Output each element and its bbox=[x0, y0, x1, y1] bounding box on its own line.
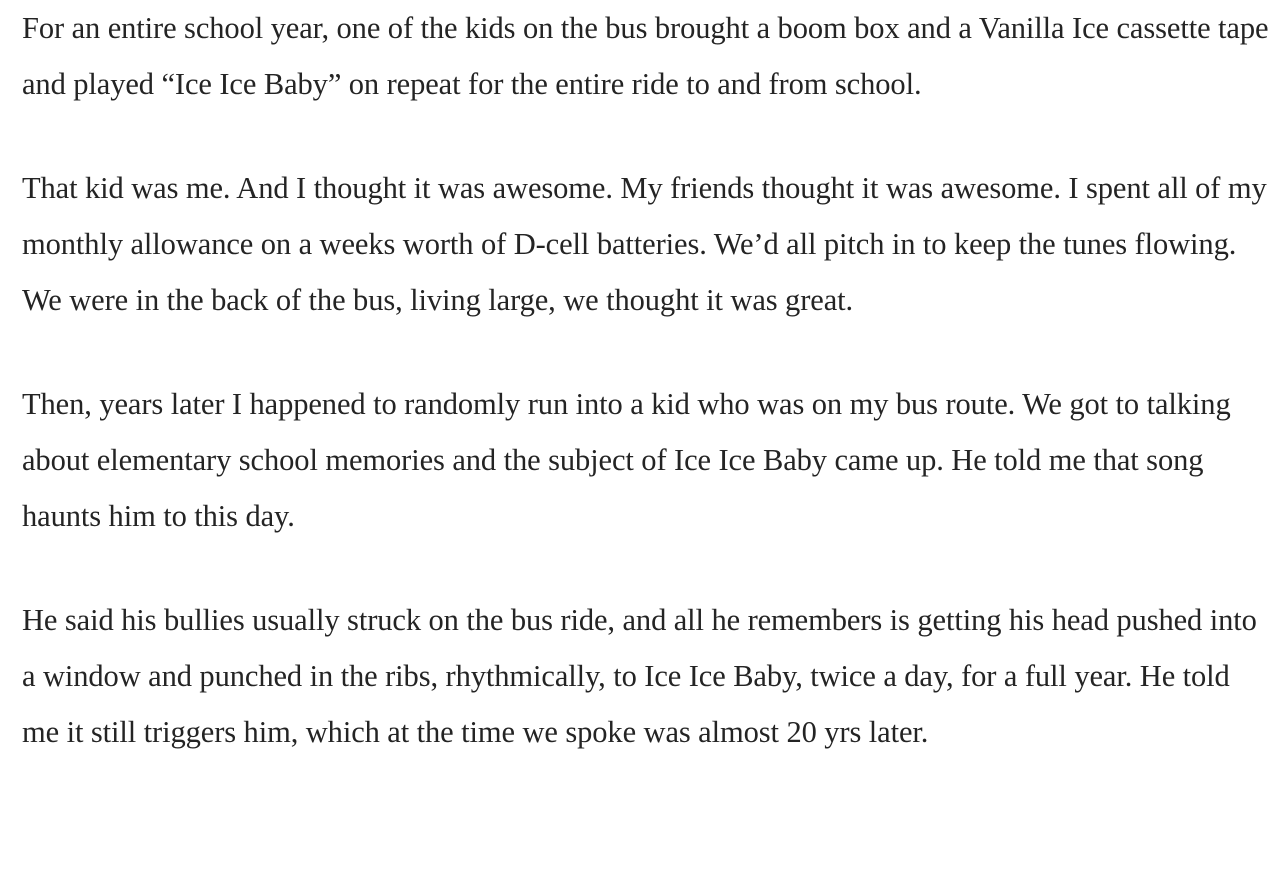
article-paragraph-3: Then, years later I happened to randomly run into a kid who was on my bus route. We got to talking about elementary school memories and the subject of Ice Ice Baby came up. He told me that song haunts him to this day. bbox=[22, 387, 1231, 533]
article-paragraph-4: He said his bullies usually struck on the bus ride, and all he remembers is getting his head pushed into a window and punched in the ribs, rhythmically, to Ice Ice Baby, twice a day, for a full year. He told me it still triggers him, which at the time we spoke was almost 20 yrs later. bbox=[22, 603, 1257, 749]
article-paragraph-2: That kid was me. And I thought it was awesome. My friends thought it was awesome. I spent all of my monthly allowance on a weeks worth of D-cell batteries. We’d all pitch in to keep the tunes flowing. We were in the back of the bus, living large, we thought it was great. bbox=[22, 171, 1267, 317]
article-paragraph-1: For an entire school year, one of the kids on the bus brought a boom box and a Vanilla Ice cassette tape and played “Ice Ice Baby” on repeat for the entire ride to and from school. bbox=[22, 11, 1269, 101]
article-body bbox=[22, 0, 1272, 760]
